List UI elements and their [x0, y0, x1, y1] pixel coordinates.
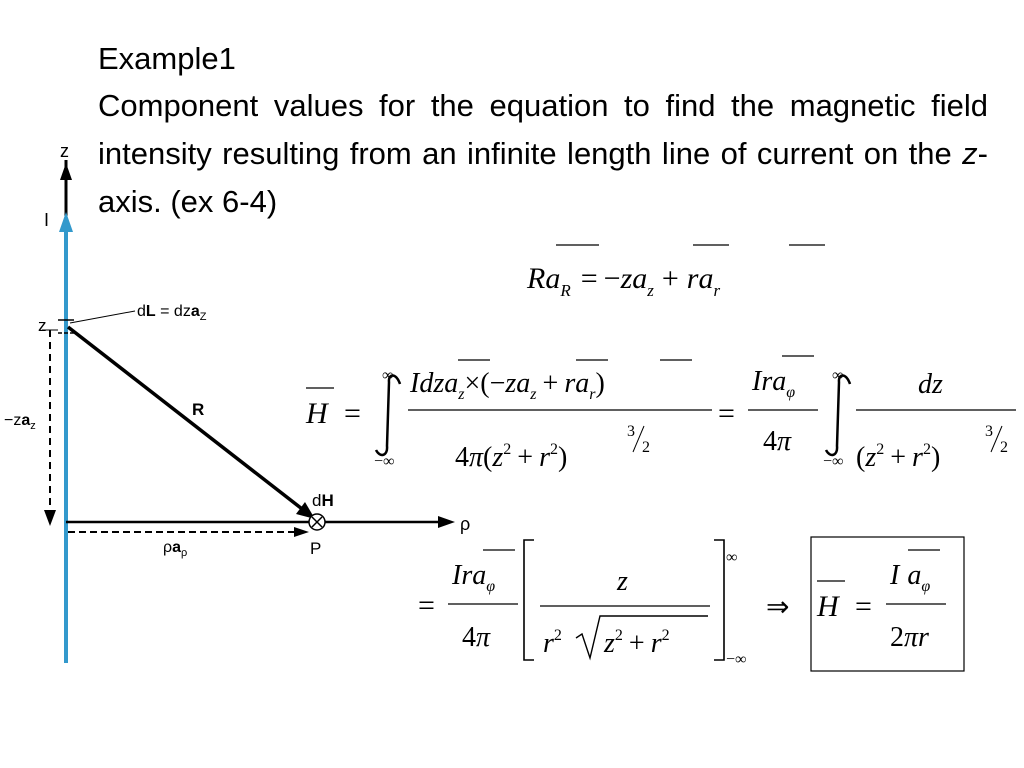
- minus-z-arrowhead: [44, 510, 56, 526]
- equation-3: [418, 537, 964, 671]
- eq2-dz: dz: [918, 369, 943, 400]
- eq2-exp-num-1: 3: [627, 423, 635, 440]
- eq3-coef-denominator: 4π: [462, 622, 491, 653]
- current-label: I: [44, 210, 50, 230]
- result-numerator: I $a_\varphi$: [890, 560, 931, 595]
- example-heading: Example1: [98, 41, 236, 76]
- eq2-int2-upper: ∞: [832, 367, 844, 384]
- equation-2: [305, 356, 1016, 473]
- rho-axis-arrowhead: [438, 516, 455, 528]
- r-label: R: [192, 400, 205, 419]
- eq3-lower-limit: −∞: [726, 651, 747, 668]
- result-denominator: 2πr: [890, 622, 929, 653]
- p-label: P: [310, 539, 322, 558]
- r-vector-line: [68, 327, 306, 512]
- eq2-integral-1: [376, 376, 400, 455]
- eq3-radicand: $z^2 + r^2$: [604, 627, 670, 659]
- current-arrowhead: [59, 212, 73, 232]
- statement-part-1: Component values for the equation to find the magnetic field intensity resulting from an infinite length line of current on the: [98, 88, 988, 171]
- eq3-coef-numerator: Ira$_\varphi$: [452, 560, 496, 595]
- eq3-z: z: [617, 566, 628, 597]
- minus-za-label: $-za_z$: [4, 412, 36, 432]
- eq2-exp-den-2: 2: [1000, 439, 1008, 456]
- eq2-equals-1: =: [344, 397, 361, 430]
- rho-a-label: $\rho a_\rho$: [163, 539, 188, 559]
- point-z-label: z: [38, 316, 47, 335]
- eq1-formula: $Ra_R = -za_z + ra_r$: [527, 262, 721, 300]
- rho-axis-label: ρ: [460, 514, 471, 534]
- current-diagram: [4, 141, 470, 663]
- dh-label: dH: [312, 491, 334, 510]
- z-axis-arrowhead: [60, 163, 72, 180]
- dl-leader-line: [70, 311, 135, 323]
- eq2-coef-denominator: 4π: [763, 426, 792, 457]
- statement-part-2: -axis. (ex 6-4): [98, 136, 988, 219]
- eq3-r2: $r^2$: [543, 627, 562, 659]
- eq3-upper-limit: ∞: [726, 549, 738, 566]
- statement-italic-z: z: [962, 136, 978, 171]
- eq2-denominator-2: $(z^2 + r^2)$: [856, 441, 941, 473]
- eq2-int1-upper: ∞: [382, 367, 394, 384]
- z-axis-label: z: [60, 141, 69, 161]
- eq2-coef-numerator: Ira$_\varphi$: [752, 366, 796, 401]
- eq2-exp-num-2: 3: [985, 423, 993, 440]
- eq2-numerator-1: $Idza_z\times(-za_z + ra_r)$: [410, 368, 605, 403]
- eq2-int2-lower: −∞: [823, 453, 844, 470]
- eq2-H: H: [306, 397, 328, 430]
- result-equals: =: [855, 590, 872, 623]
- rho-a-arrowhead: [294, 527, 309, 537]
- eq2-integral-2: [826, 376, 850, 455]
- eq3-equals: =: [418, 589, 435, 622]
- eq3-right-bracket: [714, 540, 724, 660]
- dl-label: dL = dza$_Z$: [137, 303, 207, 323]
- eq2-int1-lower: −∞: [374, 453, 395, 470]
- equation-1: [526, 245, 825, 300]
- eq3-left-bracket: [524, 540, 534, 660]
- result-H: H: [817, 590, 839, 623]
- eq2-exp-den-1: 2: [642, 439, 650, 456]
- eq2-equals-2: =: [718, 397, 735, 430]
- eq3-implies: ⇒: [766, 592, 790, 623]
- eq2-denominator-1: $4\pi(z^2 + r^2)$: [455, 441, 568, 473]
